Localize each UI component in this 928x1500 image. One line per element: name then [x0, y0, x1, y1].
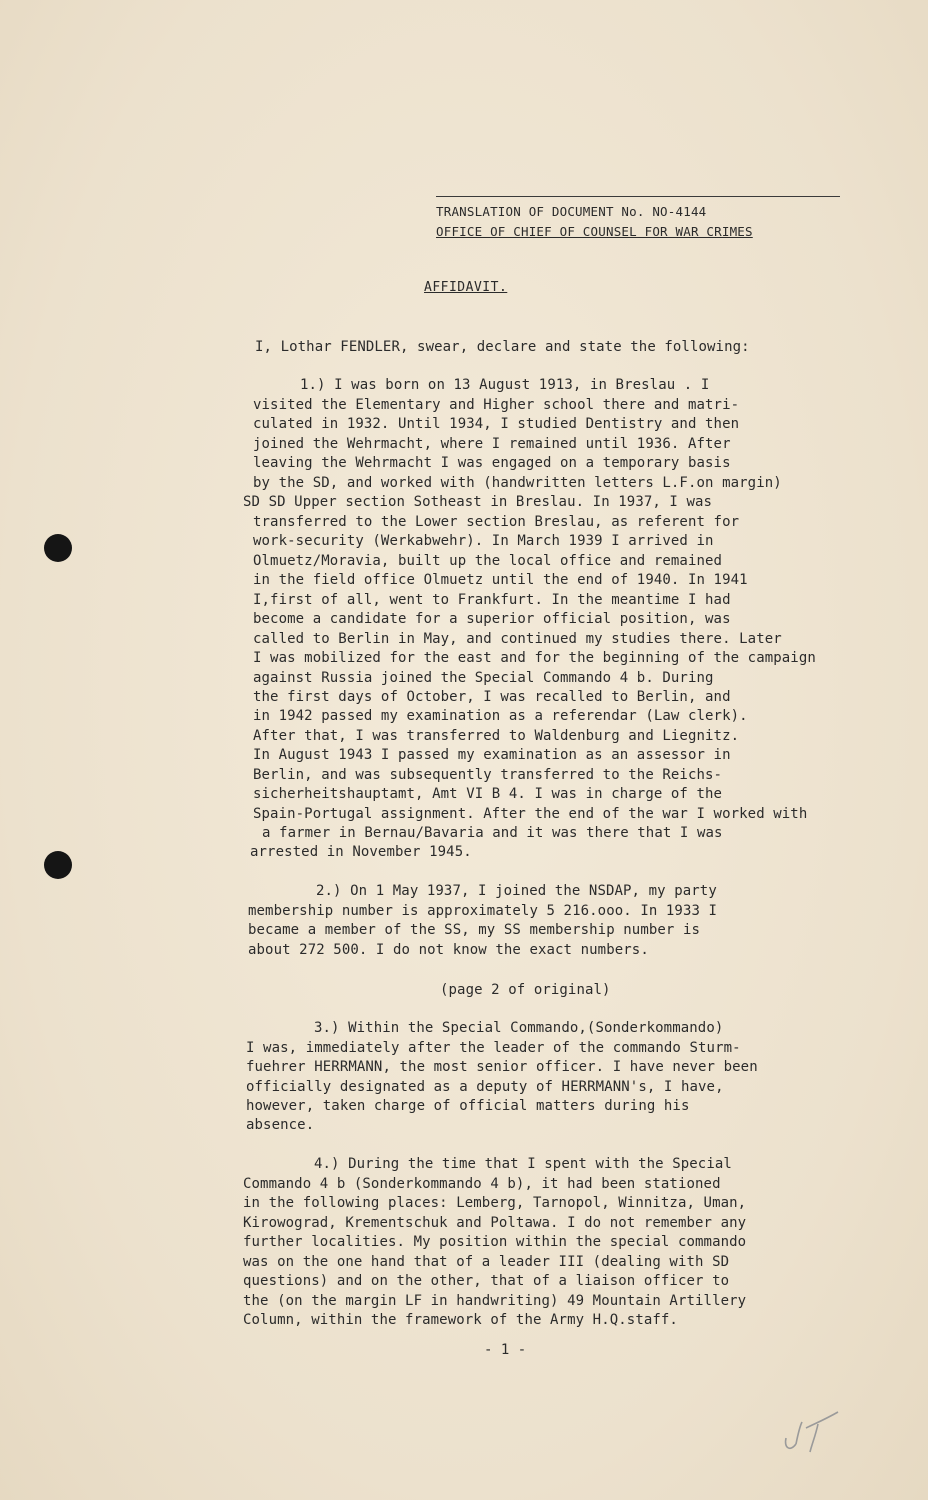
text-line: Olmuetz/Moravia, built up the local office and remained	[253, 553, 723, 569]
text-line: leaving the Wehrmacht I was engaged on a temporary basis	[253, 455, 731, 471]
text-line: In August 1943 I passed my examination as an assessor in	[253, 747, 731, 763]
text-line: Kirowograd, Krementschuk and Poltawa. I do not remember any	[243, 1215, 747, 1231]
text-line: became a member of the SS, my SS membership number is	[248, 922, 701, 938]
text-line: (page 2 of original)	[440, 982, 611, 998]
document-header	[436, 196, 840, 242]
text-line: by the SD, and worked with (handwritten letters L.F.on margin)	[253, 475, 782, 491]
text-line: I,first of all, went to Frankfurt. In the meantime I had	[253, 592, 731, 608]
text-line: 3.) Within the Special Commando,(Sonderkommando)	[314, 1020, 724, 1036]
handwritten-initials-signature	[780, 1408, 844, 1458]
header-rule	[436, 196, 840, 197]
header-translation-line: TRANSLATION OF DOCUMENT No. NO-4144	[436, 204, 707, 219]
text-line: become a candidate for a superior official position, was	[253, 611, 731, 627]
text-line: SD SD Upper section Sotheast in Breslau. In 1937, I was	[243, 494, 713, 510]
text-line: Spain-Portugal assignment. After the end of the war I worked with	[253, 806, 808, 822]
text-line: 4.) During the time that I spent with the Special	[314, 1156, 732, 1172]
text-line: officially designated as a deputy of HERRMANN's, I have,	[246, 1079, 724, 1095]
text-line: in the following places: Lemberg, Tarnopol, Winnitza, Uman,	[243, 1195, 747, 1211]
text-line: membership number is approximately 5 216.ooo. In 1933 I	[248, 903, 718, 919]
text-line: in 1942 passed my examination as a referendar (Law clerk).	[253, 708, 748, 724]
text-line: I was mobilized for the east and for the beginning of the campaign	[253, 650, 816, 666]
text-line: visited the Elementary and Higher school there and matri-	[253, 397, 740, 413]
text-line: questions) and on the other, that of a liaison officer to	[243, 1273, 730, 1289]
text-line: Berlin, and was subsequently transferred to the Reichs-	[253, 767, 723, 783]
text-line: a farmer in Bernau/Bavaria and it was there that I was	[262, 825, 723, 841]
text-line: joined the Wehrmacht, where I remained until 1936. After	[253, 436, 731, 452]
text-line: transferred to the Lower section Breslau, as referent for	[253, 514, 740, 530]
text-line: 1.) I was born on 13 August 1913, in Breslau . I	[300, 377, 710, 393]
text-line: in the field office Olmuetz until the end of 1940. In 1941	[253, 572, 748, 588]
text-line: against Russia joined the Special Commando 4 b. During	[253, 670, 714, 686]
text-line: Column, within the framework of the Army H.Q.staff.	[243, 1312, 678, 1328]
punch-hole	[44, 534, 72, 562]
punch-hole	[44, 851, 72, 879]
page-number: - 1 -	[484, 1342, 527, 1358]
text-line: culated in 1932. Until 1934, I studied Dentistry and then	[253, 416, 740, 432]
text-line: further localities. My position within the special commando	[243, 1234, 747, 1250]
text-line: about 272 500. I do not know the exact numbers.	[248, 942, 649, 958]
text-line: After that, I was transferred to Waldenburg and Liegnitz.	[253, 728, 740, 744]
text-line: the (on the margin LF in handwriting) 49 Mountain Artillery	[243, 1293, 747, 1309]
document-title: AFFIDAVIT.	[424, 280, 508, 295]
text-line: Commando 4 b (Sonderkommando 4 b), it had been stationed	[243, 1176, 721, 1192]
text-line: called to Berlin in May, and continued my studies there. Later	[253, 631, 782, 647]
text-line: work-security (Werkabwehr). In March 1939 I arrived in	[253, 533, 714, 549]
text-line: fuehrer HERRMANN, the most senior officer. I have never been	[246, 1059, 758, 1075]
header-office-line: OFFICE OF CHIEF OF COUNSEL FOR WAR CRIMES	[436, 224, 753, 239]
text-line: absence.	[246, 1117, 315, 1133]
text-line: I, Lothar FENDLER, swear, declare and state the following:	[255, 339, 750, 355]
text-line: was on the one hand that of a leader III (dealing with SD	[243, 1254, 730, 1270]
text-line: the first days of October, I was recalled to Berlin, and	[253, 689, 731, 705]
text-line: sicherheitshauptamt, Amt VI B 4. I was in charge of the	[253, 786, 723, 802]
text-line: arrested in November 1945.	[250, 844, 472, 860]
text-line: however, taken charge of official matters during his	[246, 1098, 690, 1114]
text-line: I was, immediately after the leader of the commando Sturm-	[246, 1040, 741, 1056]
text-line: 2.) On 1 May 1937, I joined the NSDAP, my party	[316, 883, 717, 899]
